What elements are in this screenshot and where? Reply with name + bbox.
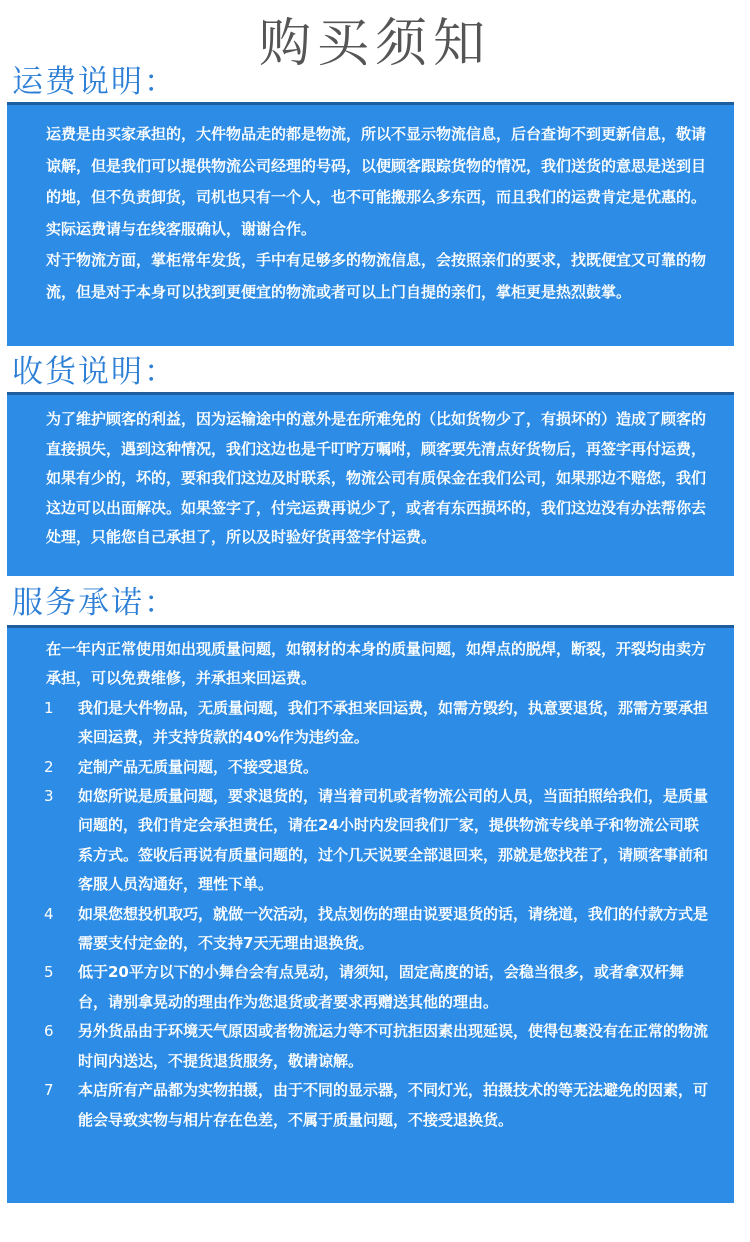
service-item-text: 本店所有产品都为实物拍摄，由于不同的显示器，不同灯光，拍摄技术的等无法避免的因素，可能会导致实物与相片存在色差，不属于质量问题，不接受退换货。 — [78, 1081, 709, 1129]
service-box — [7, 625, 734, 1203]
service-item-number: 6 — [44, 1022, 54, 1041]
service-item-number: 3 — [44, 787, 54, 806]
service-item-number: 5 — [44, 963, 54, 982]
service-item-text: 如果您想投机取巧，就做一次活动，找点划伤的理由说要退货的话，请绕道，我们的付款方式是需要支付定金的，不支持7天无理由退换货。 — [78, 904, 709, 953]
receiving-heading: 收货说明： — [12, 354, 177, 390]
service-item-number: 1 — [44, 698, 54, 717]
service-item-1 — [46, 694, 712, 753]
service-heading: 服务承诺： — [12, 585, 177, 621]
shipping-heading: 运费说明： — [12, 64, 177, 100]
service-item-2 — [46, 753, 712, 782]
service-item-text: 低于20平方以下的小舞台会有点晃动，请须知，固定高度的话，会稳当很多，或者拿双杆舞台，请别拿晃动的理由作为您退货或者要求再赠送其他的理由。 — [78, 963, 684, 1011]
service-item-text: 另外货品由于环境天气原因或者物流运力等不可抗拒因素出现延误，使得包裹没有在正常的物流时间内送达，不提货退货服务，敬请谅解。 — [78, 1022, 709, 1070]
shipping-box — [7, 102, 734, 346]
shipping-paragraph-2: 对于物流方面，掌柜常年发货，手中有足够多的物流信息，会按照亲们的要求，找既便宜又可靠的物流，但是对于本身可以找到更便宜的物流或者可以上门自提的亲们，掌柜更是热烈鼓掌。 — [46, 251, 707, 301]
service-item-6 — [46, 1017, 712, 1076]
service-item-text: 定制产品无质量问题，不接受退货。 — [78, 757, 319, 776]
service-item-number: 2 — [44, 757, 54, 776]
service-item-3 — [46, 782, 712, 900]
service-item-text: 我们是大件物品，无质量问题，我们不承担来回运费，如需方毁约，执意要退货，那需方要承担来回运费，并支持货款的40%作为违约金。 — [78, 698, 709, 747]
receiving-box — [7, 392, 734, 576]
shipping-paragraph-1: 运费是由买家承担的，大件物品走的都是物流，所以不显示物流信息，后台查询不到更新信息，敬请谅解，但是我们可以提供物流公司经理的号码，以便顾客跟踪货物的情况，我们送货的意思是送到目的地，但不负责卸货，司机也只有一个人，也不可能搬那么多东西，而且我们的运费肯定是优惠的。实际运费请与在线客服确认，谢谢合作。 — [46, 125, 707, 238]
service-item-7 — [46, 1076, 712, 1135]
receiving-paragraph: 为了维护顾客的利益，因为运输途中的意外是在所难免的（比如货物少了，有损坏的）造成了顾客的直接损失，遇到这种情况，我们这边也是千叮咛万嘱咐，顾客要先清点好货物后，再签字再付运费，如果有少的，坏的，要和我们这边及时联系，物流公司有质保金在我们公司，如果那边不赔您，我们这边可以出面解决。如果签字了，付完运费再说少了，或者有东西损坏的，我们这边没有办法帮你去处理，只能您自己承担了，所以及时验好货再签字付运费。 — [46, 410, 707, 546]
service-item-4 — [46, 900, 712, 959]
page-title: 购买须知 — [258, 14, 491, 74]
service-item-number: 7 — [44, 1081, 54, 1100]
service-item-number: 4 — [44, 904, 54, 923]
service-intro: 在一年内正常使用如出现质量问题，如钢材的本身的质量问题，如焊点的脱焊，断裂，开裂均由卖方承担，可以免费维修，并承担来回运费。 — [46, 640, 707, 688]
service-item-5 — [46, 958, 712, 1017]
service-item-text: 如您所说是质量问题，要求退货的，请当着司机或者物流公司的人员，当面拍照给我们，是质量问题的，我们肯定会承担责任，请在24小时内发回我们厂家，提供物流专线单子和物流公司联系方式。签收后再说有质量问题的，过个几天说要全部退回来，那就是您找茬了，请顾客事前和客服人员沟通好，理性下单。 — [78, 787, 709, 894]
